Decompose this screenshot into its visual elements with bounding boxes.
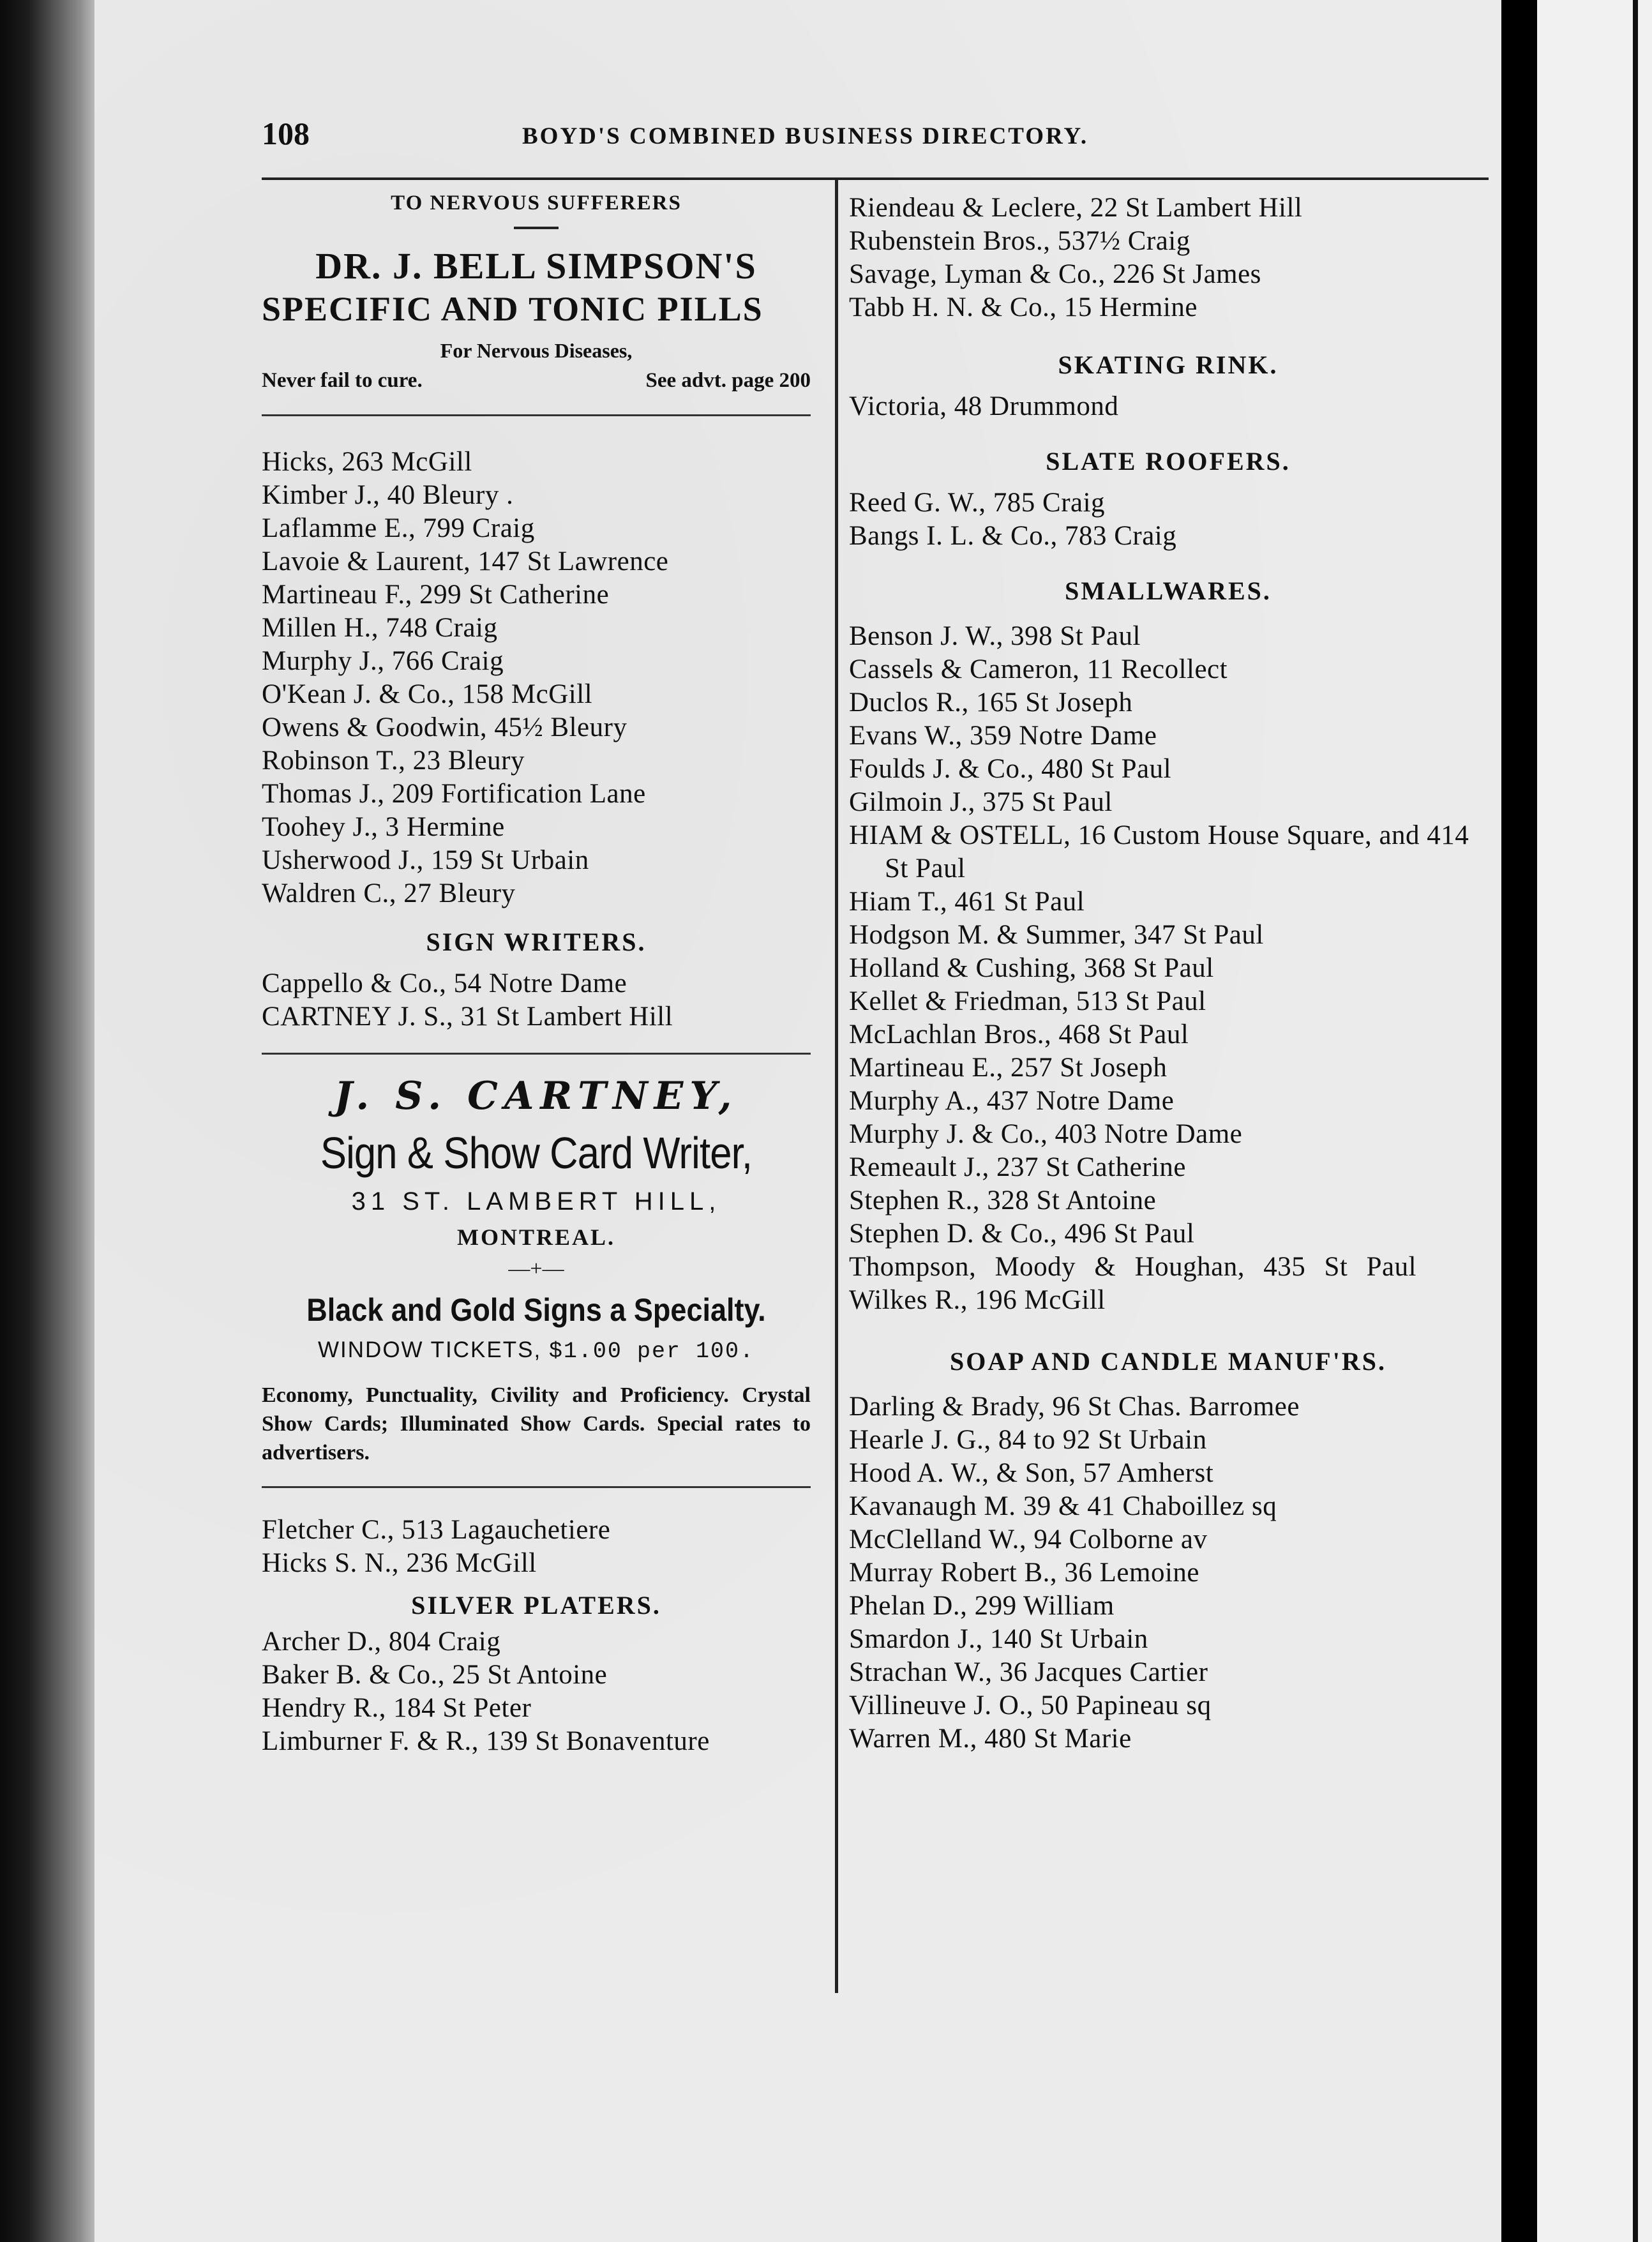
list-item: Lavoie & Laurent, 147 St Lawrence — [262, 546, 669, 576]
list-item: Limburner F. & R., 139 St Bonaventure — [262, 1726, 710, 1756]
list-item: Martineau E., 257 St Joseph — [849, 1053, 1168, 1083]
list-item: Benson J. W., 398 St Paul — [849, 621, 1141, 651]
list-item: Baker B. & Co., 25 St Antoine — [262, 1660, 608, 1690]
ad-reference: See advt. page 200 — [645, 369, 811, 392]
entry-list — [849, 486, 1487, 553]
list-item: Cappello & Co., 54 Notre Dame — [262, 968, 627, 998]
left-column — [262, 192, 811, 1758]
ad-window-tickets — [262, 1337, 811, 1364]
simpson-advertisement — [262, 192, 811, 393]
list-item: Murray Robert B., 36 Lemoine — [849, 1558, 1200, 1588]
list-item: Laflamme E., 799 Craig — [262, 513, 535, 543]
ad-body-copy: Economy, Punctuality, Civility and Proficiency. Crystal Show Cards; Illuminated Show Cards. Special rates to advertisers. — [262, 1383, 811, 1464]
list-item: Stephen D. & Co., 496 St Paul — [849, 1219, 1195, 1249]
list-item: Murphy J. & Co., 403 Notre Dame — [849, 1119, 1243, 1149]
section-heading-soap-candle: SOAP AND CANDLE MANUF'RS. — [950, 1347, 1386, 1376]
section-rule — [262, 414, 811, 416]
list-item: Evans W., 359 Notre Dame — [849, 721, 1157, 751]
list-item: Bangs I. L. & Co., 783 Craig — [849, 521, 1177, 551]
list-item: Foulds J. & Co., 480 St Paul — [849, 754, 1172, 784]
list-item: Victoria, 48 Drummond — [849, 391, 1119, 421]
entry-list — [849, 1390, 1487, 1756]
ad-window-price: $1.00 per 100. — [548, 1339, 755, 1364]
section-heading-skating-rink: SKATING RINK. — [1058, 350, 1279, 379]
entry-list — [849, 390, 1487, 423]
ad-ornament: —+— — [508, 1257, 564, 1281]
list-item: McClelland W., 94 Colborne av — [849, 1524, 1208, 1554]
ad-kicker: TO NERVOUS SUFFERERS — [391, 192, 682, 214]
list-item: O'Kean J. & Co., 158 McGill — [262, 679, 593, 709]
section-rule — [262, 1053, 811, 1055]
section-heading-sign-writers: SIGN WRITERS. — [426, 928, 647, 956]
list-item: Cassels & Cameron, 11 Recollect — [849, 654, 1228, 684]
directory-page — [94, 0, 1501, 2242]
page-number: 108 — [262, 116, 310, 151]
list-item: Hicks, 263 McGill — [262, 447, 472, 477]
ad-dash — [514, 227, 559, 229]
list-item: Rubenstein Bros., 537½ Craig — [849, 226, 1190, 256]
ad-business-name: J. S. CARTNEY, — [334, 1074, 739, 1118]
entry-list — [262, 1514, 811, 1580]
header-rule — [262, 177, 1489, 180]
list-item: Millen H., 748 Craig — [262, 613, 498, 643]
list-item: Martineau F., 299 St Catherine — [262, 580, 610, 610]
list-item: Phelan D., 299 William — [849, 1591, 1115, 1621]
list-item: Hiam T., 461 St Paul — [849, 887, 1085, 917]
ad-headline: DR. J. BELL SIMPSON'S — [315, 245, 757, 287]
scan-right-shadow — [1501, 0, 1537, 2242]
ad-window-label: WINDOW TICKETS, — [318, 1337, 549, 1362]
list-item: Robinson T., 23 Bleury — [262, 746, 525, 776]
list-item: Hood A. W., & Son, 57 Amherst — [849, 1458, 1214, 1488]
facing-page-edge — [1537, 0, 1652, 2242]
list-item: Kimber J., 40 Bleury . — [262, 480, 514, 510]
ad-city: MONTREAL. — [456, 1224, 615, 1250]
list-item: Hearle J. G., 84 to 92 St Urbain — [849, 1425, 1207, 1455]
list-item: Thomas J., 209 Fortification Lane — [262, 779, 646, 809]
ad-for-line: For Nervous Diseases, — [440, 339, 633, 362]
list-item: Hendry R., 184 St Peter — [262, 1693, 532, 1723]
column-divider — [835, 180, 838, 1993]
section-heading-smallwares: SMALLWARES. — [1065, 576, 1272, 605]
section-heading-silver-platers: SILVER PLATERS. — [411, 1591, 661, 1620]
list-item: Waldren C., 27 Bleury — [262, 878, 516, 908]
list-item: Kellet & Friedman, 513 St Paul — [849, 986, 1206, 1016]
list-item: McLachlan Bros., 468 St Paul — [849, 1019, 1189, 1050]
list-item: Villineuve J. O., 50 Papineau sq — [849, 1690, 1212, 1720]
list-item: Murphy A., 437 Notre Dame — [849, 1086, 1175, 1116]
running-head — [94, 115, 1501, 166]
ad-specialty: Black and Gold Signs a Specialty. — [306, 1292, 766, 1328]
list-item: Holland & Cushing, 368 St Paul — [849, 953, 1214, 983]
list-item: Smardon J., 140 St Urbain — [849, 1624, 1148, 1654]
ad-claim: Never fail to cure. — [262, 369, 423, 392]
list-item: CARTNEY J. S., 31 St Lambert Hill — [262, 1002, 673, 1032]
list-item: Wilkes R., 196 McGill — [849, 1285, 1106, 1315]
list-item: HIAM & OSTELL, 16 Custom House Square, and 414 St Paul — [849, 820, 1469, 884]
section-heading-slate-roofers: SLATE ROOFERS. — [1046, 447, 1291, 476]
cartney-advertisement — [262, 1074, 811, 1467]
list-item: Hicks S. N., 236 McGill — [262, 1548, 537, 1578]
section-rule — [262, 1486, 811, 1488]
ad-trade: Sign & Show Card Writer, — [320, 1128, 753, 1178]
entry-list — [849, 192, 1487, 324]
list-item: Usherwood J., 159 St Urbain — [262, 845, 589, 875]
list-item: Riendeau & Leclere, 22 St Lambert Hill — [849, 193, 1303, 223]
scan-left-edge — [0, 0, 94, 2242]
list-item: Darling & Brady, 96 St Chas. Barromee — [849, 1392, 1300, 1422]
list-item: Archer D., 804 Craig — [262, 1627, 501, 1657]
list-item: Tabb H. N. & Co., 15 Hermine — [849, 292, 1198, 322]
list-item: Fletcher C., 513 Lagauchetiere — [262, 1515, 611, 1545]
list-item: Stephen R., 328 St Antoine — [849, 1185, 1157, 1215]
right-column — [849, 192, 1487, 1756]
list-item: Toohey J., 3 Hermine — [262, 812, 505, 842]
list-item: Reed G. W., 785 Craig — [849, 488, 1106, 518]
entry-list — [262, 446, 811, 910]
list-item: Kavanaugh M. 39 & 41 Chaboillez sq — [849, 1491, 1277, 1521]
ad-footer-row — [262, 369, 811, 393]
running-title: BOYD'S COMBINED BUSINESS DIRECTORY. — [522, 123, 1089, 149]
list-item: Savage, Lyman & Co., 226 St James — [849, 259, 1261, 289]
list-item: Gilmoin J., 375 St Paul — [849, 787, 1113, 817]
list-item: Hodgson M. & Summer, 347 St Paul — [849, 920, 1264, 950]
list-item: Murphy J., 766 Craig — [262, 646, 504, 676]
entry-list — [262, 1625, 811, 1758]
list-item: Strachan W., 36 Jacques Cartier — [849, 1657, 1208, 1687]
list-item: Warren M., 480 St Marie — [849, 1724, 1132, 1754]
entry-list — [849, 620, 1487, 1317]
ad-product: SPECIFIC AND TONIC PILLS — [262, 290, 763, 328]
entry-list — [262, 967, 811, 1034]
list-item: Remeault J., 237 St Catherine — [849, 1152, 1187, 1182]
list-item: Duclos R., 165 St Joseph — [849, 688, 1133, 718]
ad-address: 31 ST. LAMBERT HILL, — [351, 1187, 721, 1215]
list-item: Owens & Goodwin, 45½ Bleury — [262, 712, 627, 742]
list-item: Thompson, Moody & Houghan, 435 St Paul — [849, 1252, 1417, 1282]
